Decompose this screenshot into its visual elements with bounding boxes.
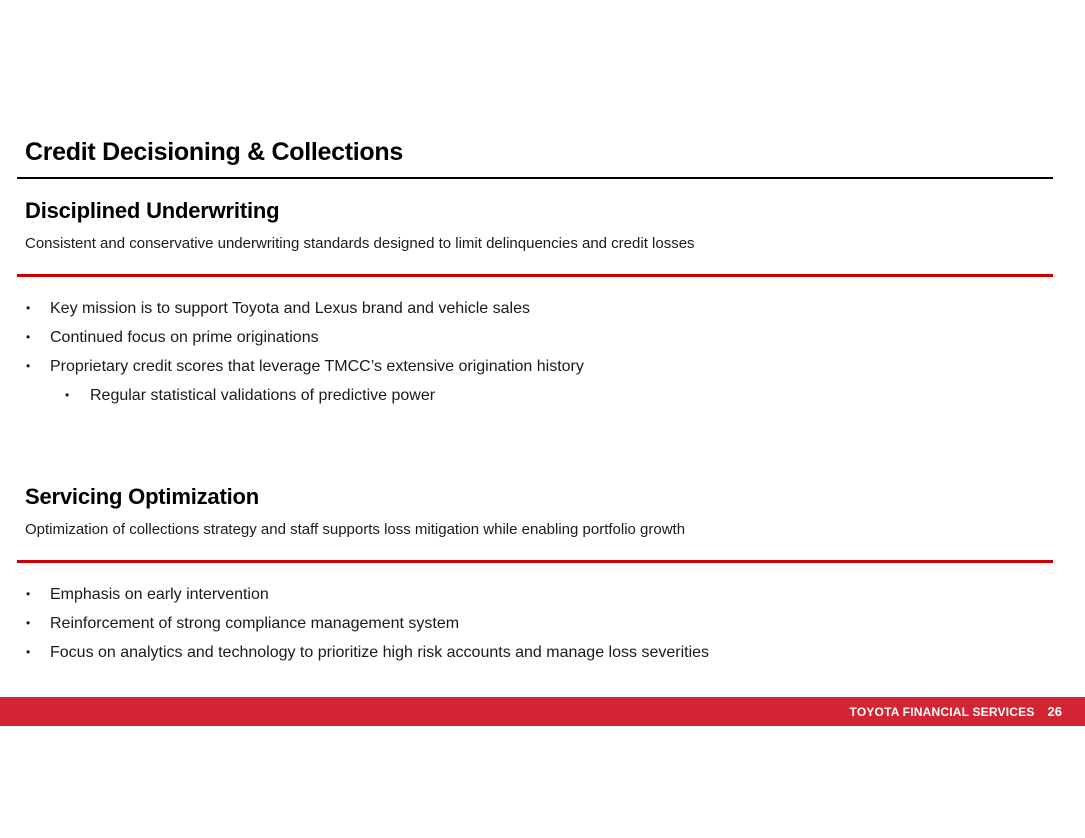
bullet-icon: • — [26, 301, 31, 315]
bullet-item — [0, 352, 1053, 381]
footer-brand-label: TOYOTA FINANCIAL SERVICES — [849, 704, 1035, 719]
red-divider — [17, 560, 1053, 563]
section-subtitle: Optimization of collections strategy and staff supports loss mitigation while enabling portfolio growth — [25, 521, 686, 538]
bullet-text: Key mission is to support Toyota and Lexus brand and vehicle sales — [50, 300, 530, 317]
bullet-text: Emphasis on early intervention — [50, 586, 269, 603]
section-heading: Disciplined Underwriting — [25, 198, 280, 223]
bullet-text: Focus on analytics and technology to prioritize high risk accounts and manage loss severities — [50, 644, 710, 661]
section-heading: Servicing Optimization — [25, 484, 259, 509]
section-subtitle: Consistent and conservative underwriting standards designed to limit delinquencies and credit losses — [25, 235, 695, 252]
bullet-text: Reinforcement of strong compliance management system — [50, 615, 460, 632]
bullet-icon: • — [26, 645, 31, 659]
bullet-item — [0, 381, 1053, 410]
bullet-list — [0, 294, 1053, 410]
footer-page-number: 26 — [1047, 704, 1062, 719]
bullet-item — [0, 294, 1053, 323]
bullet-text: Regular statistical validations of predictive power — [90, 387, 436, 404]
bullet-icon: • — [26, 587, 31, 601]
bullet-icon: • — [26, 330, 31, 344]
bullet-list — [0, 580, 1053, 667]
bullet-item — [0, 609, 1053, 638]
bullet-text: Proprietary credit scores that leverage TMCC’s extensive origination history — [50, 358, 584, 375]
red-divider — [17, 274, 1053, 277]
bullet-icon: • — [26, 616, 31, 630]
title-underline — [17, 177, 1053, 179]
bullet-icon: • — [26, 359, 31, 373]
bullet-item — [0, 323, 1053, 352]
footer-bar — [0, 697, 1085, 726]
bullet-item — [0, 638, 1053, 667]
bullet-text: Continued focus on prime originations — [50, 329, 319, 346]
bullet-icon: • — [65, 388, 70, 402]
page-title: Credit Decisioning & Collections — [25, 138, 403, 166]
bullet-item — [0, 580, 1053, 609]
